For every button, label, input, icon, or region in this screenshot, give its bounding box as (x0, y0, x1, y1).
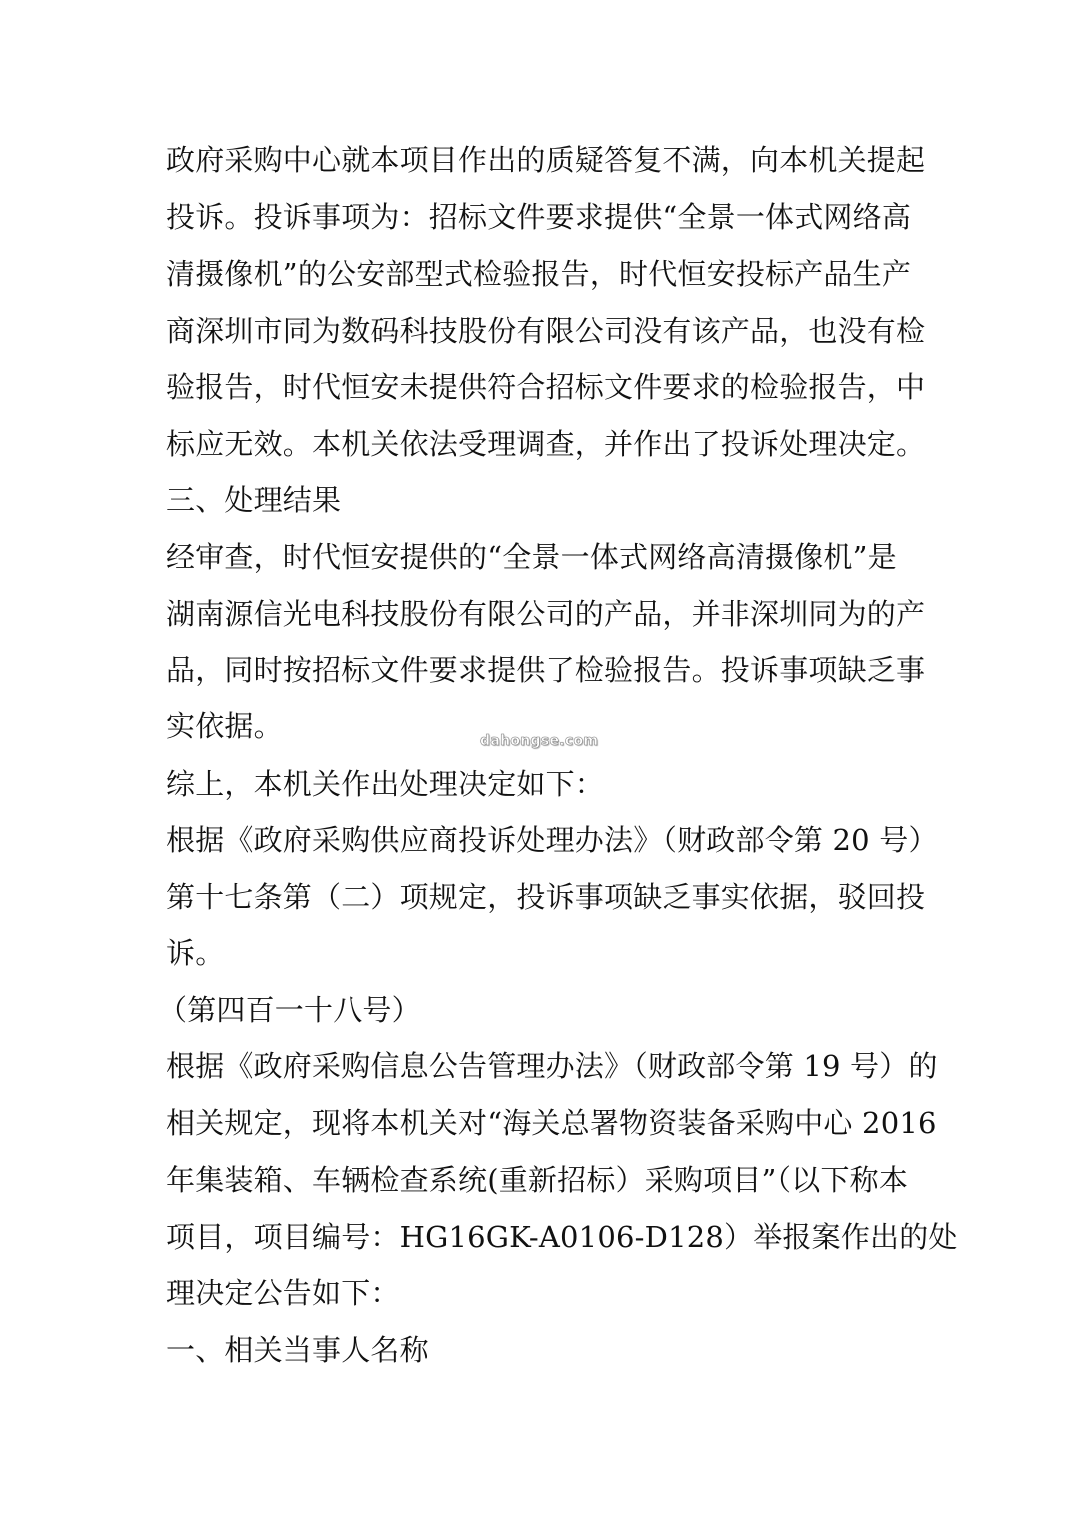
text-line: 品，同时按招标文件要求提供了检验报告。投诉事项缺乏事 (166, 653, 926, 687)
text-line: 诉。 (166, 936, 225, 970)
text-line: 年集装箱、车辆检查系统(重新招标）采购项目”（以下称本 (166, 1163, 909, 1197)
text-line: 投诉。投诉事项为：招标文件要求提供“全景一体式网络高 (166, 200, 912, 234)
text-line: 理决定公告如下： (166, 1276, 400, 1310)
text-line: 经审查，时代恒安提供的“全景一体式网络高清摄像机”是 (166, 540, 897, 574)
text-line: 标应无效。本机关依法受理调查，并作出了投诉处理决定。 (166, 427, 926, 461)
case-number: （第四百一十八号） (158, 993, 421, 1027)
text-line: 项目，项目编号：HG16GK-A0106-D128）举报案作出的处 (166, 1220, 958, 1254)
section-heading: 一、相关当事人名称 (166, 1333, 429, 1367)
text-line: 政府采购中心就本项目作出的质疑答复不满，向本机关提起 (166, 143, 926, 177)
text-line: 实依据。 (166, 709, 283, 743)
text-line: 湖南源信光电科技股份有限公司的产品，并非深圳同为的产 (166, 597, 926, 631)
text-line: 根据《政府采购供应商投诉处理办法》（财政部令第 20 号） (166, 823, 938, 857)
text-line: 第十七条第（二）项规定，投诉事项缺乏事实依据，驳回投 (166, 880, 926, 914)
section-heading: 三、处理结果 (166, 483, 342, 517)
text-line: 相关规定，现将本机关对“海关总署物资装备采购中心 2016 (166, 1106, 937, 1140)
text-line: 商深圳市同为数码科技股份有限公司没有该产品，也没有检 (166, 314, 926, 348)
text-line: 根据《政府采购信息公告管理办法》（财政部令第 19 号）的 (166, 1049, 938, 1083)
watermark: dahongse.com (480, 733, 599, 749)
text-line: 清摄像机”的公安部型式检验报告，时代恒安投标产品生产 (166, 257, 912, 291)
text-line: 验报告，时代恒安未提供符合招标文件要求的检验报告，中 (166, 370, 926, 404)
text-line: 综上，本机关作出处理决定如下： (166, 767, 605, 801)
